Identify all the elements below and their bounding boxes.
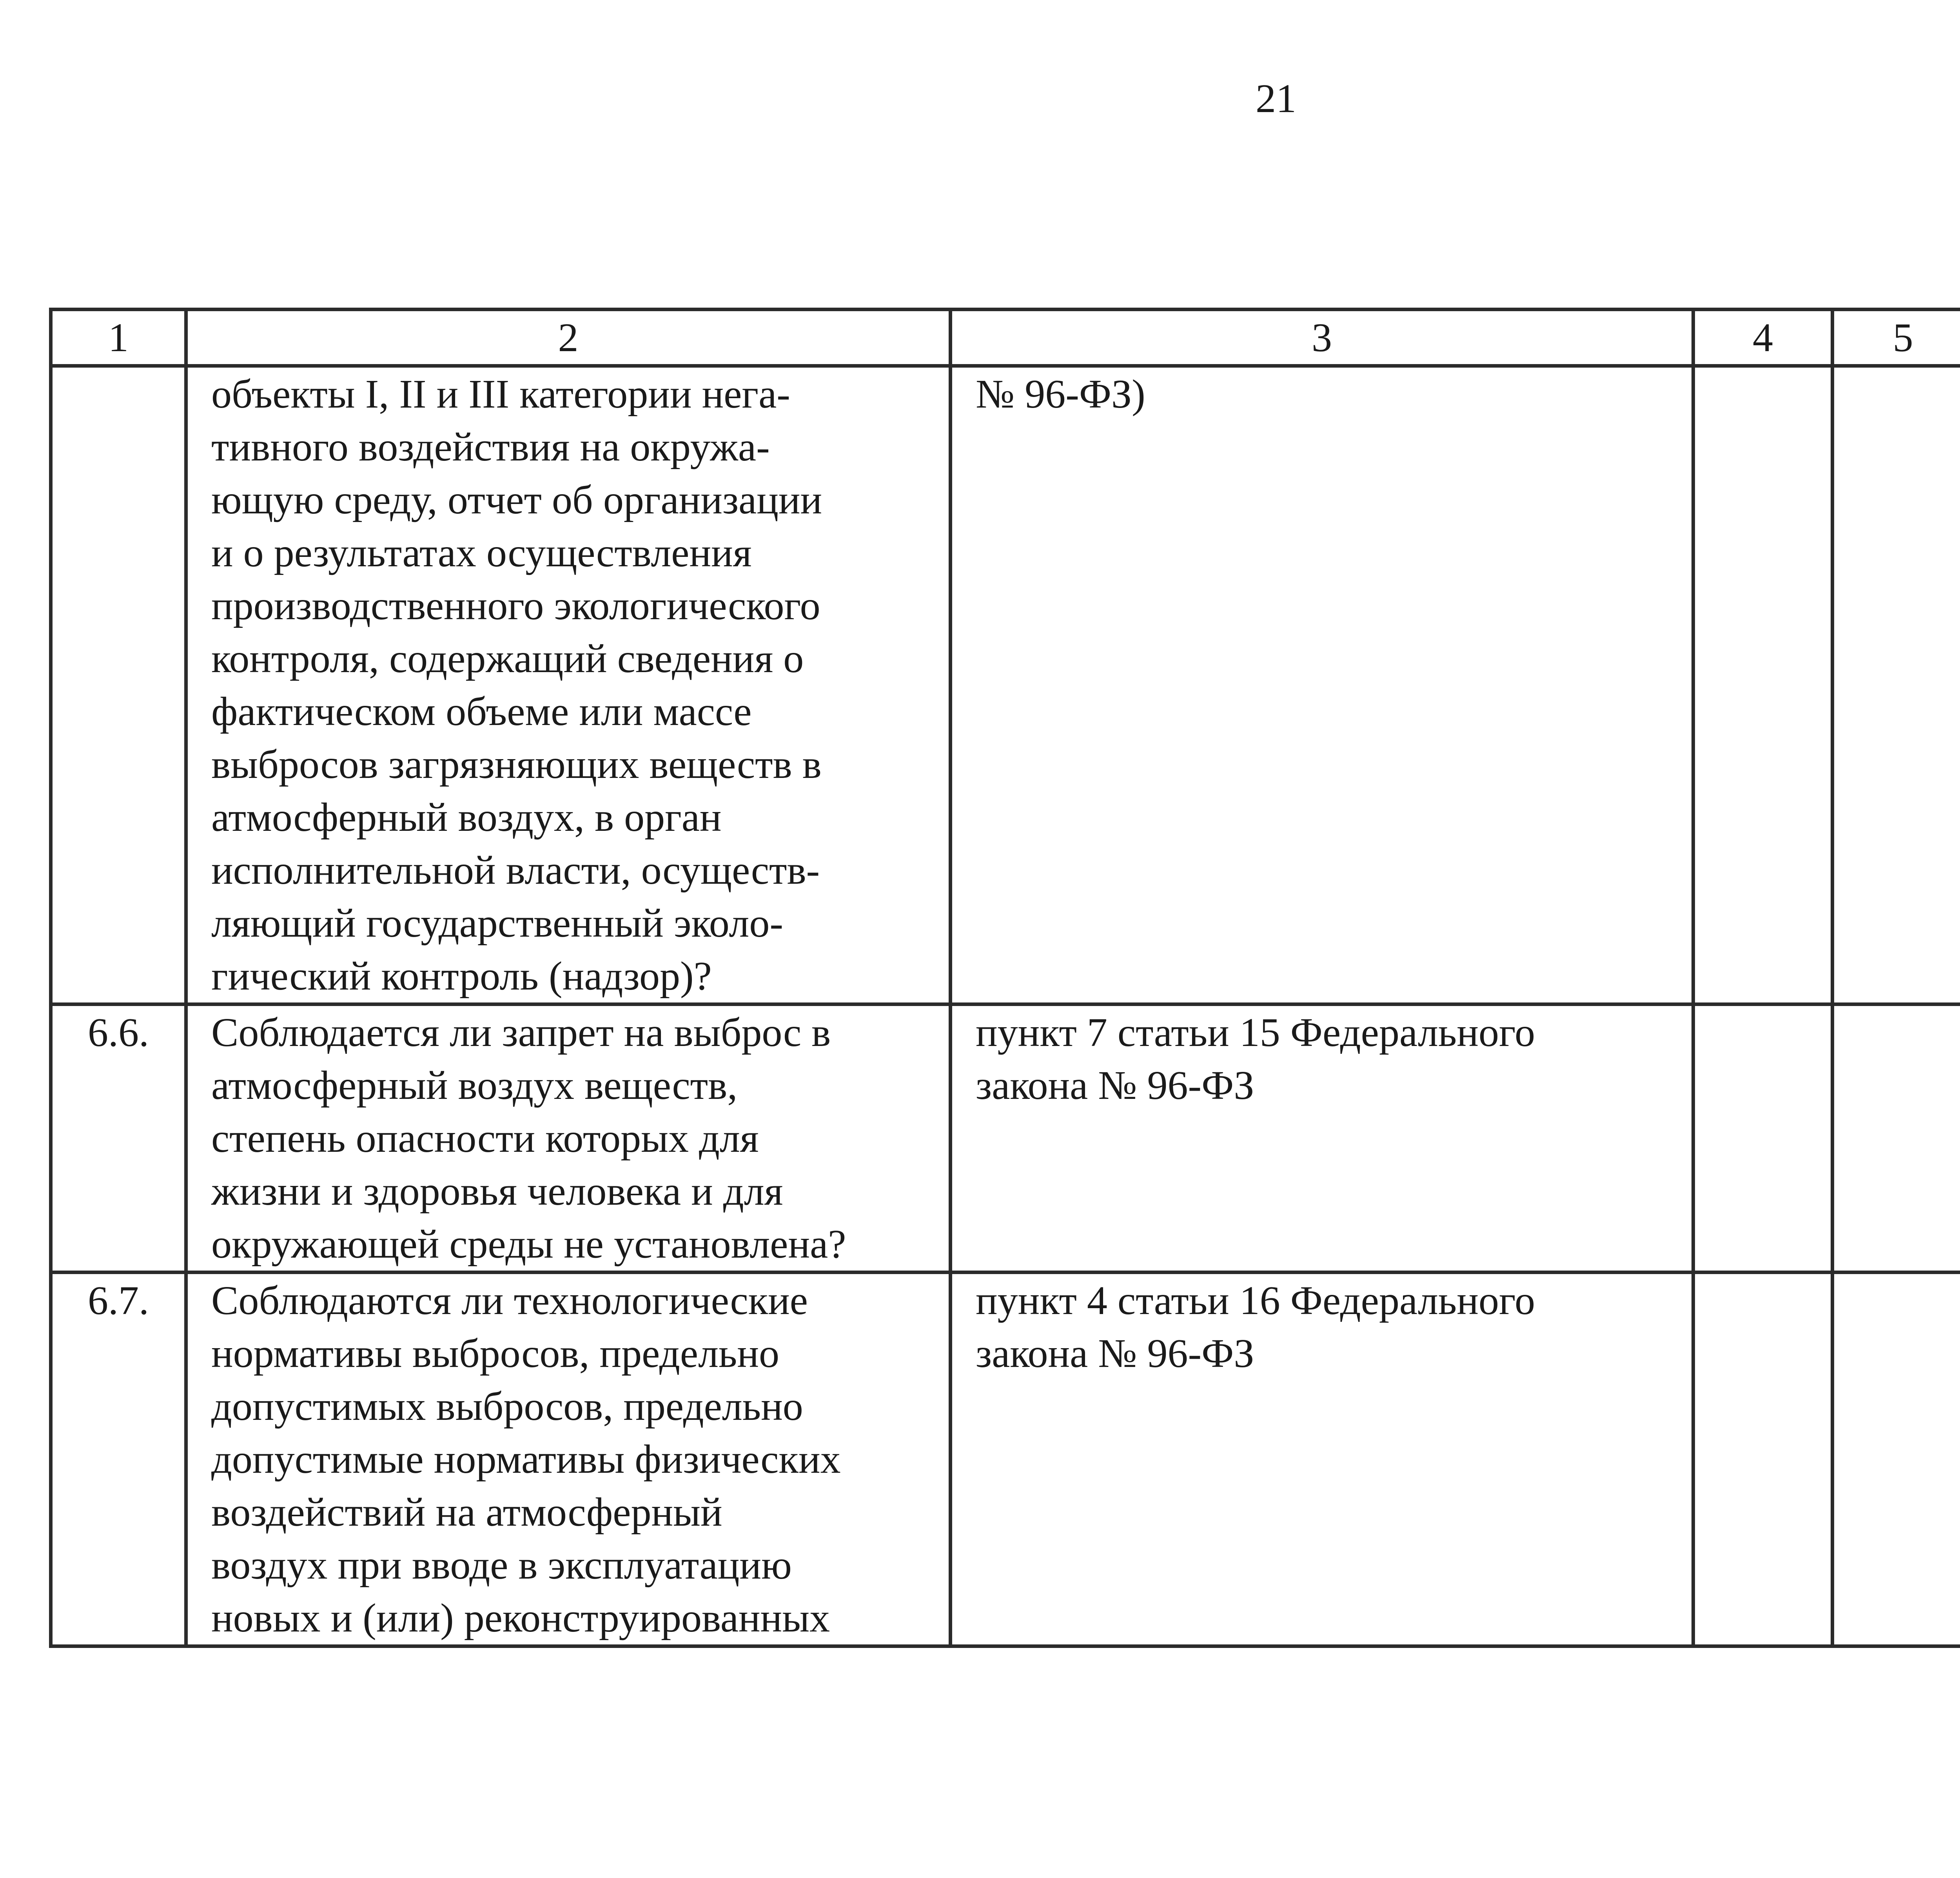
answer-cell-col5 — [1833, 1273, 1960, 1646]
header-col-1: 1 — [51, 310, 186, 366]
answer-cell-col5 — [1833, 366, 1960, 1004]
reference-cell — [951, 366, 1693, 1004]
table-row — [51, 1004, 1960, 1273]
header-col-5: 5 — [1833, 310, 1960, 366]
header-col-2: 2 — [186, 310, 951, 366]
reference-text: пункт 4 статьи 16 Федерального закона № 96-ФЗ — [976, 1278, 1535, 1376]
checklist-table — [49, 308, 1960, 1648]
question-text: Соблюдается ли запрет на выброс в атмосферный воздух веществ, степень опасности которых для жизни и здоровья человека и для окружающей среды не установлена? — [211, 1010, 846, 1267]
reference-cell — [951, 1273, 1693, 1646]
reference-text: № 96-ФЗ) — [976, 372, 1145, 417]
page-number: 21 — [1256, 76, 1296, 121]
row-number: 6.7. — [51, 1273, 186, 1646]
row-number — [51, 366, 186, 1004]
question-cell — [186, 1004, 951, 1273]
reference-text: пункт 7 статьи 15 Федерального закона № 96-ФЗ — [976, 1010, 1535, 1108]
reference-cell — [951, 1004, 1693, 1273]
question-text: объекты I, II и III категории нега- тивного воздействия на окружа- ющую среду, отчет об организации и о результатах осуществления производственного экологического контроля, содержащий сведения о фактическом объеме или массе выбросов загрязняющих веществ в атмосферный воздух, в орган исполнительной власти, осуществ- ляющий государственный эколо- гический контроль (надзор)? — [211, 372, 822, 999]
question-cell — [186, 1273, 951, 1646]
question-cell — [186, 366, 951, 1004]
answer-cell-col4 — [1693, 1004, 1833, 1273]
header-col-4: 4 — [1693, 310, 1833, 366]
row-number: 6.6. — [51, 1004, 186, 1273]
answer-cell-col4 — [1693, 366, 1833, 1004]
table-header-row — [51, 310, 1960, 366]
header-col-3: 3 — [951, 310, 1693, 366]
table-row — [51, 1273, 1960, 1646]
question-text: Соблюдаются ли технологические нормативы выбросов, предельно допустимых выбросов, предельно допустимые нормативы физических воздействий на атмосферный воздух при вводе в эксплуатацию новых и (или) реконструированных — [211, 1278, 841, 1641]
table-row — [51, 366, 1960, 1004]
answer-cell-col4 — [1693, 1273, 1833, 1646]
answer-cell-col5 — [1833, 1004, 1960, 1273]
